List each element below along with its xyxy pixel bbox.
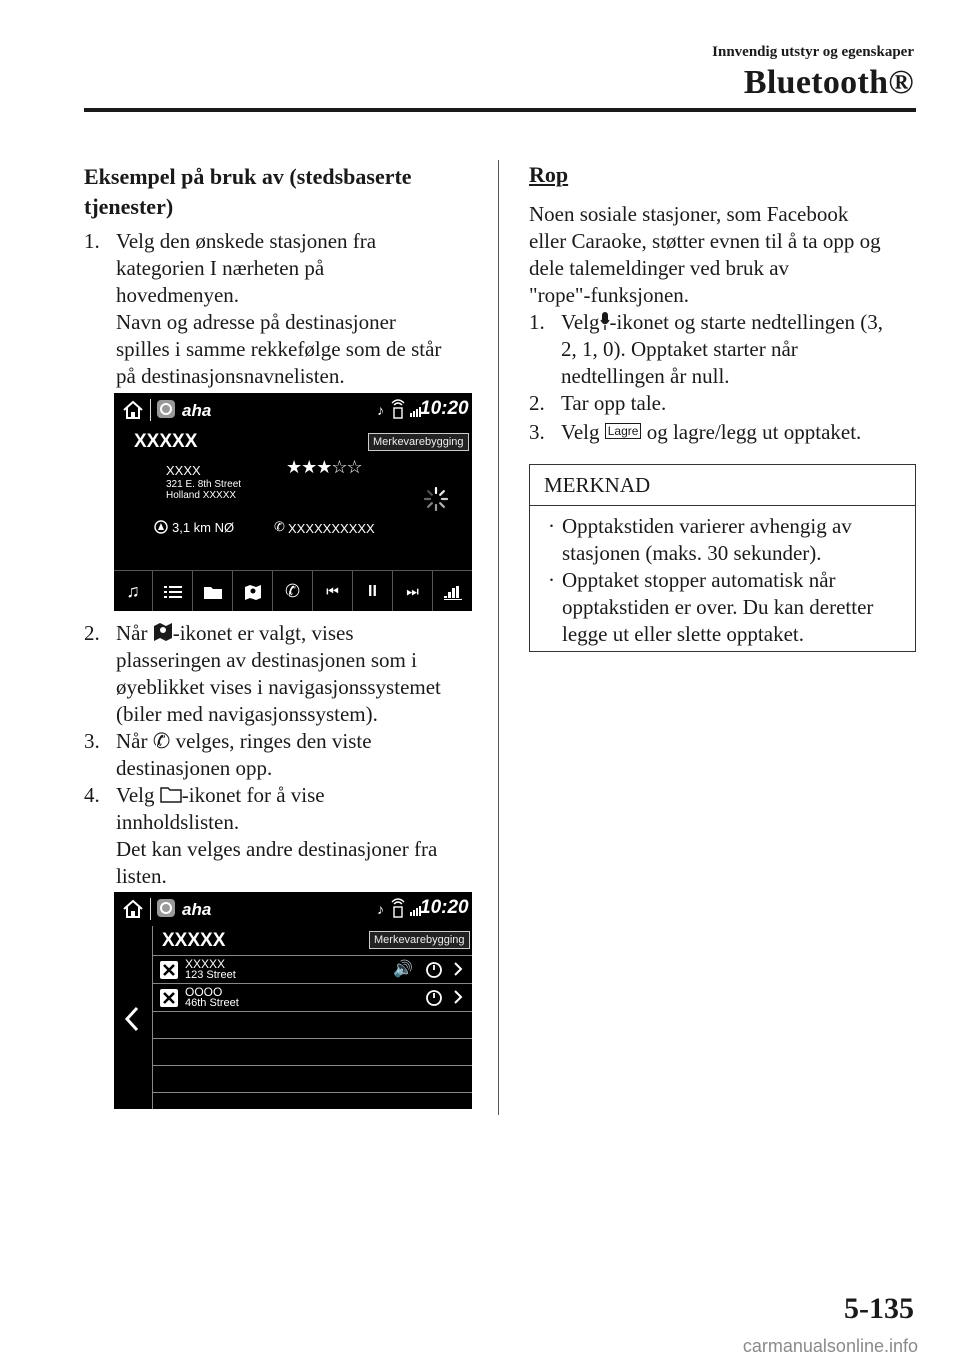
detail-panel bbox=[114, 427, 472, 570]
back-button[interactable] bbox=[114, 926, 153, 1109]
app-name: aha bbox=[182, 401, 212, 420]
loading-icon bbox=[422, 485, 450, 513]
aha-app-icon bbox=[156, 898, 176, 918]
note-title: MERKNAD bbox=[544, 473, 651, 497]
clock: 10:20 bbox=[420, 398, 469, 419]
chevron-left-icon bbox=[124, 1006, 140, 1032]
clock-icon bbox=[425, 961, 443, 979]
list-item-name: XXXXX bbox=[185, 957, 226, 971]
music-icon[interactable]: ♫ bbox=[114, 571, 153, 611]
destination-city: Holland XXXXX bbox=[166, 490, 237, 501]
status-bar bbox=[114, 892, 472, 926]
section-heading-rop: Rop bbox=[529, 162, 569, 187]
station-title: XXXXX bbox=[162, 930, 226, 951]
section-heading: Eksempel på bruk av (stedsbaserte tjenester) bbox=[84, 164, 412, 219]
chevron-right-icon bbox=[453, 989, 463, 1005]
folder-icon bbox=[160, 785, 182, 803]
footer-watermark: carmanualsonline.info bbox=[742, 1336, 918, 1356]
page-title: Bluetooth® bbox=[743, 64, 914, 101]
chevron-right-icon bbox=[453, 961, 463, 977]
list-item[interactable] bbox=[153, 984, 472, 1011]
destination-address: 321 E. 8th Street bbox=[166, 479, 242, 490]
equalizer-icon[interactable] bbox=[433, 571, 472, 611]
clock-icon bbox=[425, 989, 443, 1007]
bottom-toolbar bbox=[114, 570, 472, 611]
list-item-street: 123 Street bbox=[185, 969, 236, 981]
phone-small-icon: ✆ bbox=[274, 519, 285, 534]
note-box: MERKNAD · Opptakstiden varierer avhengig av stasjonen (maks. 30 sekunder). · Opptaket stopper automatisk når opptakstiden er over. Du kan deretter legge ut eller slette opptaket. bbox=[529, 464, 916, 652]
list-item-name: OOOO bbox=[185, 985, 223, 999]
aha-screen-detail bbox=[114, 393, 472, 611]
next-track-icon[interactable]: ⏭ bbox=[393, 571, 433, 611]
music-note-icon: ♪ bbox=[377, 402, 384, 418]
list-icon[interactable] bbox=[153, 571, 193, 611]
header-rule bbox=[84, 108, 916, 112]
page-number: 5-135 bbox=[844, 1292, 914, 1325]
list-item[interactable] bbox=[153, 956, 472, 983]
music-note-icon: ♪ bbox=[377, 901, 384, 917]
destination-name: XXXX bbox=[166, 463, 201, 478]
list-item-street: 46th Street bbox=[185, 997, 239, 1009]
destination-icon bbox=[159, 988, 179, 1008]
column-divider bbox=[498, 160, 499, 1115]
map-icon[interactable] bbox=[233, 571, 273, 611]
compass-icon bbox=[154, 520, 168, 534]
previous-track-icon[interactable]: ⏮ bbox=[313, 571, 353, 611]
lagre-button: Lagre bbox=[605, 423, 642, 439]
aha-app-icon bbox=[156, 399, 176, 419]
map-icon bbox=[153, 620, 173, 642]
intro-paragraph: Noen sosiale stasjoner, som Facebook eller Caraoke, støtter evnen til å ta opp og dele talemeldinger ved bruk av "rope"-funksjonen. bbox=[529, 202, 881, 307]
destination-icon bbox=[159, 960, 179, 980]
microphone-icon bbox=[600, 311, 610, 331]
distance-text: 3,1 km NØ bbox=[172, 520, 235, 535]
app-name: aha bbox=[182, 900, 212, 919]
phone-icon: ✆ bbox=[152, 729, 171, 753]
wifi-phone-icon bbox=[390, 397, 406, 419]
phone-number[interactable]: XXXXXXXXXX bbox=[288, 521, 375, 536]
clock: 10:20 bbox=[420, 897, 469, 918]
speaker-icon: 🔊 bbox=[393, 961, 413, 978]
rating-stars: ★★★☆☆ bbox=[286, 457, 362, 477]
folder-icon[interactable] bbox=[193, 571, 233, 611]
wifi-phone-icon bbox=[390, 896, 406, 918]
aha-screen-list bbox=[114, 892, 472, 1109]
home-icon[interactable] bbox=[122, 399, 144, 421]
home-icon[interactable] bbox=[122, 898, 144, 920]
section-subtitle: Innvendig utstyr og egenskaper bbox=[712, 44, 914, 60]
branding-tag[interactable]: Merkevarebygging bbox=[369, 931, 470, 949]
phone-icon[interactable]: ✆ bbox=[273, 571, 313, 611]
status-bar bbox=[114, 393, 472, 427]
pause-icon[interactable]: II bbox=[353, 571, 393, 611]
station-title: XXXXX bbox=[134, 431, 198, 452]
branding-tag[interactable]: Merkevarebygging bbox=[368, 433, 469, 451]
